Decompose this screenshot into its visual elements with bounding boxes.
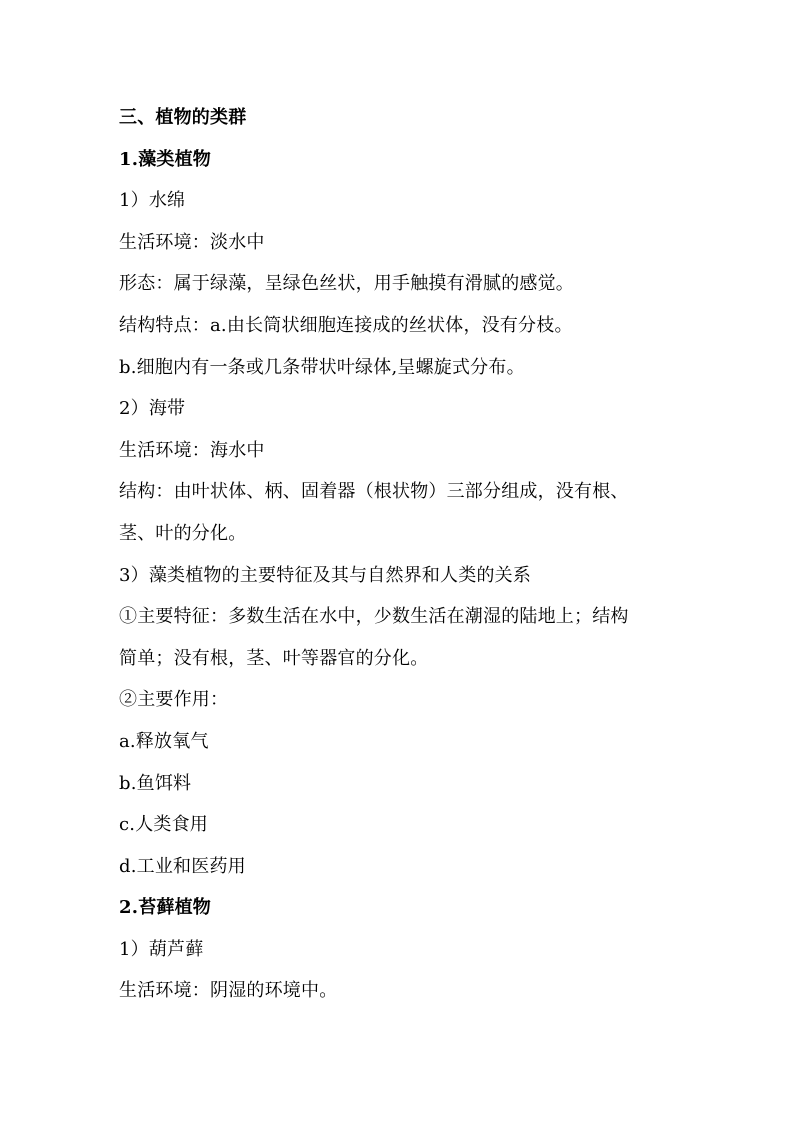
text-line: 茎、叶的分化。: [119, 522, 247, 544]
text-line: ①主要特征：多数生活在水中，少数生活在潮湿的陆地上；结构: [119, 606, 629, 628]
document-body: [119, 97, 689, 1012]
list-item: c.人类食用: [119, 814, 209, 836]
text-line: 简单；没有根，茎、叶等器官的分化。: [119, 647, 429, 669]
text-line: ②主要作用：: [119, 689, 229, 711]
subsection-heading-moss: 2.苔藓植物: [119, 897, 211, 919]
item-heading-funaria: 1）葫芦藓: [119, 938, 204, 960]
item-heading-kelp: 2）海带: [119, 398, 186, 420]
section-heading: 三、植物的类群: [119, 107, 247, 128]
list-item: a.释放氧气: [119, 730, 209, 752]
text-line: 结构特点：a.由长筒状细胞连接成的丝状体，没有分枝。: [119, 314, 573, 336]
text-line: 形态：属于绿藻，呈绿色丝状，用手触摸有滑腻的感觉。: [119, 273, 574, 295]
item-heading-features: 3）藻类植物的主要特征及其与自然界和人类的关系: [119, 564, 532, 586]
list-item: d.工业和医药用: [119, 855, 246, 877]
text-line: 生活环境：淡水中: [119, 231, 265, 253]
text-line: 结构：由叶状体、柄、固着器（根状物）三部分组成，没有根、: [119, 481, 629, 503]
text-line: b.细胞内有一条或几条带状叶绿体,呈螺旋式分布。: [119, 356, 525, 378]
subsection-heading-algae: 1.藻类植物: [119, 148, 211, 170]
text-line: 生活环境：阴湿的环境中。: [119, 980, 338, 1002]
item-heading-spirogyra: 1）水绵: [119, 190, 186, 212]
list-item: b.鱼饵料: [119, 772, 192, 794]
text-line: 生活环境：海水中: [119, 439, 265, 461]
